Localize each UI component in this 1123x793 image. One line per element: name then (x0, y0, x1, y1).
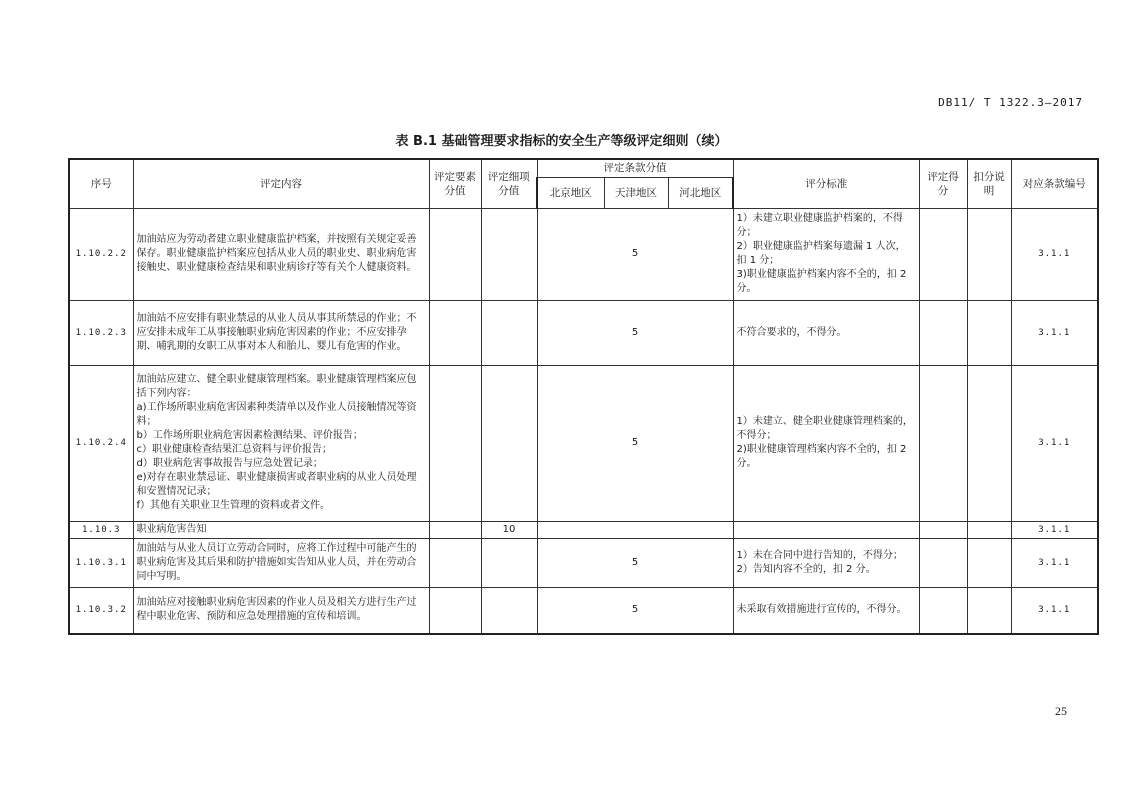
row-item-score (481, 538, 537, 587)
row-ref: 3.1.1 (1011, 365, 1098, 521)
row-ref: 3.1.1 (1011, 587, 1098, 634)
content-line: d）职业病危害事故报告与应急处置记录； (136, 458, 323, 469)
content-line: b）工作场所职业病危害因素检测结果、评价报告； (136, 430, 363, 441)
table-row (69, 300, 1098, 365)
row-deduction (967, 365, 1011, 521)
table-title: 表 B.1 基础管理要求指标的安全生产等级评定细则（续） (395, 134, 728, 149)
row-score (919, 208, 967, 300)
row-score (919, 365, 967, 521)
table-row (69, 538, 1098, 587)
row-deduction (967, 521, 1011, 538)
criteria-line: 3)职业健康监护档案内容不全的，扣 2 分。 (736, 269, 907, 294)
header-ref: 对应条款编号 (1011, 159, 1098, 208)
criteria-line: 2)职业健康管理档案内容不全的，扣 2 分。 (736, 444, 907, 469)
header-deduction: 扣分说明 (967, 159, 1011, 208)
header-element-score: 评定要素分值 (429, 159, 481, 208)
row-criteria (733, 208, 919, 300)
row-ref: 3.1.1 (1011, 300, 1098, 365)
row-region-score: 5 (537, 208, 733, 300)
row-content: 加油站与从业人员订立劳动合同时，应将工作过程中可能产生的职业病危害及其后果和防护措施如实告知从业人员，并在劳动合同中写明。 (133, 538, 429, 587)
criteria-line: 1）未建立职业健康监护档案的，不得分； (736, 213, 903, 238)
header-content: 评定内容 (133, 159, 429, 208)
row-score (919, 538, 967, 587)
row-deduction (967, 538, 1011, 587)
row-item-score: 10 (481, 521, 537, 538)
row-score (919, 521, 967, 538)
row-deduction (967, 300, 1011, 365)
header-hebei: 河北地区 (668, 177, 733, 208)
row-ref: 3.1.1 (1011, 208, 1098, 300)
criteria-line: 1）未在合同中进行告知的，不得分； (736, 549, 903, 561)
table-row (69, 587, 1098, 634)
row-code: 1.10.3.1 (69, 538, 133, 587)
row-deduction (967, 587, 1011, 634)
row-criteria (733, 538, 919, 587)
row-code: 1.10.2.2 (69, 208, 133, 300)
criteria-line: 2）职业健康监护档案每遗漏 1 人次，扣 1 分； (736, 241, 906, 266)
table-row (69, 521, 1098, 538)
row-element-score (429, 300, 481, 365)
row-element-score (429, 365, 481, 521)
evaluation-table (68, 158, 1099, 635)
content-line: c）职业健康检查结果汇总资料与评价报告； (136, 444, 332, 455)
criteria-line: 2）告知内容不全的，扣 2 分。 (736, 563, 876, 575)
row-score (919, 587, 967, 634)
row-score (919, 300, 967, 365)
row-element-score (429, 587, 481, 634)
content-line: e)对存在职业禁忌证、职业健康损害或者职业病的从业人员处理和安置情况记录； (136, 472, 417, 497)
row-item-score (481, 587, 537, 634)
row-content: 加油站不应安排有职业禁忌的从业人员从事其所禁忌的作业；不应安排未成年工从事接触职业病危害因素的作业；不应安排孕期、哺乳期的女职工从事对本人和胎儿、婴儿有危害的作业。 (133, 300, 429, 365)
document-code: DB11/ T 1322.3—2017 (938, 96, 1083, 109)
header-item-score: 评定细项分值 (481, 159, 537, 208)
row-element-score (429, 521, 481, 538)
row-code: 1.10.3.2 (69, 587, 133, 634)
header-beijing: 北京地区 (537, 177, 604, 208)
row-criteria (733, 300, 919, 365)
row-content (133, 365, 429, 521)
row-content: 加油站应对接触职业病危害因素的作业人员及相关方进行生产过程中职业危害、预防和应急处理措施的宣传和培训。 (133, 587, 429, 634)
row-ref: 3.1.1 (1011, 521, 1098, 538)
criteria-line: 不符合要求的，不得分。 (736, 326, 847, 338)
header-seq: 序号 (69, 159, 133, 208)
row-criteria: 未采取有效措施进行宣传的，不得分。 (733, 587, 919, 634)
header-tianjin: 天津地区 (604, 177, 668, 208)
row-code: 1.10.3 (69, 521, 133, 538)
row-region-score: 5 (537, 300, 733, 365)
row-region-score (537, 521, 733, 538)
row-criteria (733, 521, 919, 538)
content-line: f）其他有关职业卫生管理的资料或者文件。 (136, 500, 331, 511)
row-item-score (481, 300, 537, 365)
row-region-score: 5 (537, 587, 733, 634)
row-deduction (967, 208, 1011, 300)
page-number: 25 (1055, 704, 1067, 718)
row-item-score (481, 365, 537, 521)
table-row (69, 365, 1098, 521)
row-criteria (733, 365, 919, 521)
header-criteria: 评分标准 (733, 159, 919, 208)
row-code: 1.10.2.3 (69, 300, 133, 365)
row-region-score: 5 (537, 365, 733, 521)
content-line: 加油站应建立、健全职业健康管理档案。职业健康管理档案应包括下列内容： (136, 374, 417, 399)
row-element-score (429, 208, 481, 300)
row-content: 加油站应为劳动者建立职业健康监护档案，并按照有关规定妥善保存。职业健康监护档案应包括从业人员的职业史、职业病危害接触史、职业健康检查结果和职业病诊疗等有关个人健康资料。 (133, 208, 429, 300)
content-line: a)工作场所职业病危害因素种类清单以及作业人员接触情况等资料； (136, 402, 417, 427)
header-score: 评定得分 (919, 159, 967, 208)
row-ref: 3.1.1 (1011, 538, 1098, 587)
table-row (69, 208, 1098, 300)
row-item-score (481, 208, 537, 300)
header-region-group: 评定条款分值 (537, 159, 733, 177)
row-code: 1.10.2.4 (69, 365, 133, 521)
row-element-score (429, 538, 481, 587)
criteria-line: 1）未建立、健全职业健康管理档案的，不得分； (736, 416, 913, 441)
row-content: 职业病危害告知 (133, 521, 429, 538)
row-region-score: 5 (537, 538, 733, 587)
